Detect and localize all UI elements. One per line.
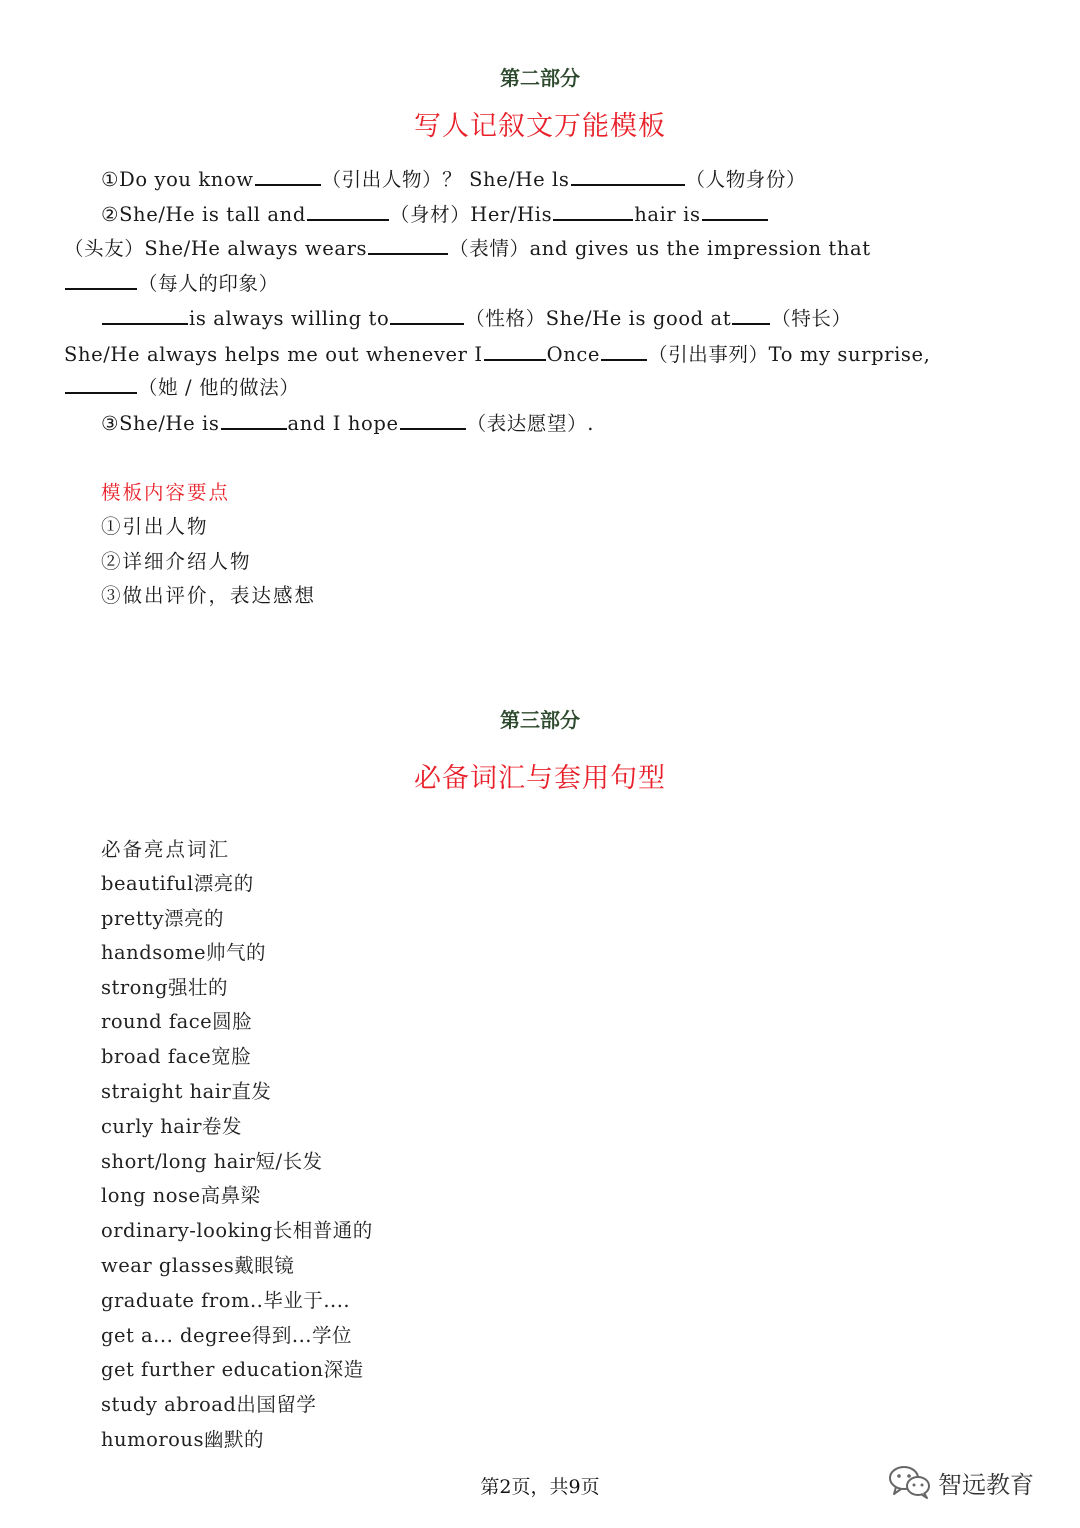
blank xyxy=(255,183,321,186)
vocab-item: straight hair直发 xyxy=(101,1080,272,1103)
vocab-item: wear glasses戴眼镜 xyxy=(101,1254,295,1277)
text: ③She/He is xyxy=(101,412,220,435)
text: ②She/He is tall and xyxy=(101,203,306,226)
text: （引出事列）To my surprise, xyxy=(648,343,931,366)
vocab-item: long nose高鼻梁 xyxy=(101,1184,261,1207)
text: and I hope xyxy=(287,412,399,435)
vocab-item: round face圆脸 xyxy=(101,1010,253,1033)
vocab-title: 必备亮点词汇 xyxy=(101,838,231,861)
vocab-item: curly hair卷发 xyxy=(101,1115,242,1138)
text: （身材）Her/His xyxy=(389,203,553,226)
vocab-item: study abroad出国留学 xyxy=(101,1393,317,1416)
text: （引出人物）？ She/He ls xyxy=(321,168,570,191)
text: is always willing to xyxy=(189,307,390,330)
points-title: 模板内容要点 xyxy=(101,481,231,504)
template-line-4 xyxy=(64,268,279,296)
template-line-5 xyxy=(101,303,852,331)
part2-title: 写人记叙文万能模板 xyxy=(414,111,666,142)
text: She/He always helps me out whenever I xyxy=(64,343,483,366)
blank xyxy=(571,183,685,186)
template-line-2 xyxy=(101,199,769,227)
text: （每人的印象） xyxy=(138,272,279,295)
text: （她 / 他的做法） xyxy=(138,376,300,399)
watermark xyxy=(888,1464,1034,1500)
blank xyxy=(102,322,188,325)
blank xyxy=(368,252,448,255)
blank xyxy=(601,358,647,361)
point-item: ③做出评价，表达感想 xyxy=(101,584,317,607)
part3-title: 必备词汇与套用句型 xyxy=(414,763,666,794)
blank xyxy=(400,427,466,430)
blank xyxy=(702,218,768,221)
point-item: ②详细介绍人物 xyxy=(101,550,252,573)
text: hair is xyxy=(634,203,701,226)
vocab-item: humorous幽默的 xyxy=(101,1428,264,1451)
text: （人物身份） xyxy=(685,168,807,191)
template-line-3 xyxy=(64,233,871,261)
template-line-6 xyxy=(64,339,930,367)
text: ①Do you know xyxy=(101,168,254,191)
part3-heading: 第三部分 xyxy=(500,708,580,732)
vocab-item: strong强壮的 xyxy=(101,976,228,999)
text: （特长） xyxy=(771,307,852,330)
text: （表达愿望）. xyxy=(466,412,594,435)
blank xyxy=(553,218,633,221)
template-line-1 xyxy=(101,164,806,192)
wechat-icon xyxy=(888,1464,932,1500)
text: （表情）and gives us the impression that xyxy=(449,237,871,260)
blank xyxy=(221,427,287,430)
vocab-item: broad face宽脸 xyxy=(101,1045,252,1068)
vocab-item: pretty漂亮的 xyxy=(101,907,225,930)
watermark-text: 智远教育 xyxy=(938,1470,1034,1499)
text: Once xyxy=(546,343,601,366)
vocab-item: get a... degree得到...学位 xyxy=(101,1324,352,1347)
blank xyxy=(307,218,389,221)
blank xyxy=(65,391,137,394)
text: （头友）She/He always wears xyxy=(64,237,368,260)
blank xyxy=(390,322,464,325)
template-line-7 xyxy=(64,372,299,400)
text: （性格）She/He is good at xyxy=(465,307,732,330)
vocab-item: get further education深造 xyxy=(101,1358,364,1381)
blank xyxy=(65,287,137,290)
vocab-item: short/long hair短/长发 xyxy=(101,1150,323,1173)
blank xyxy=(732,322,770,325)
blank xyxy=(484,358,546,361)
point-item: ①引出人物 xyxy=(101,515,209,538)
part2-heading: 第二部分 xyxy=(500,66,580,90)
vocab-item: graduate from..毕业于.... xyxy=(101,1289,351,1312)
page-number: 第2页，共9页 xyxy=(480,1476,600,1498)
vocab-item: beautiful漂亮的 xyxy=(101,872,254,895)
template-line-8 xyxy=(101,408,594,436)
vocab-item: handsome帅气的 xyxy=(101,941,267,964)
vocab-item: ordinary-looking长相普通的 xyxy=(101,1219,373,1242)
